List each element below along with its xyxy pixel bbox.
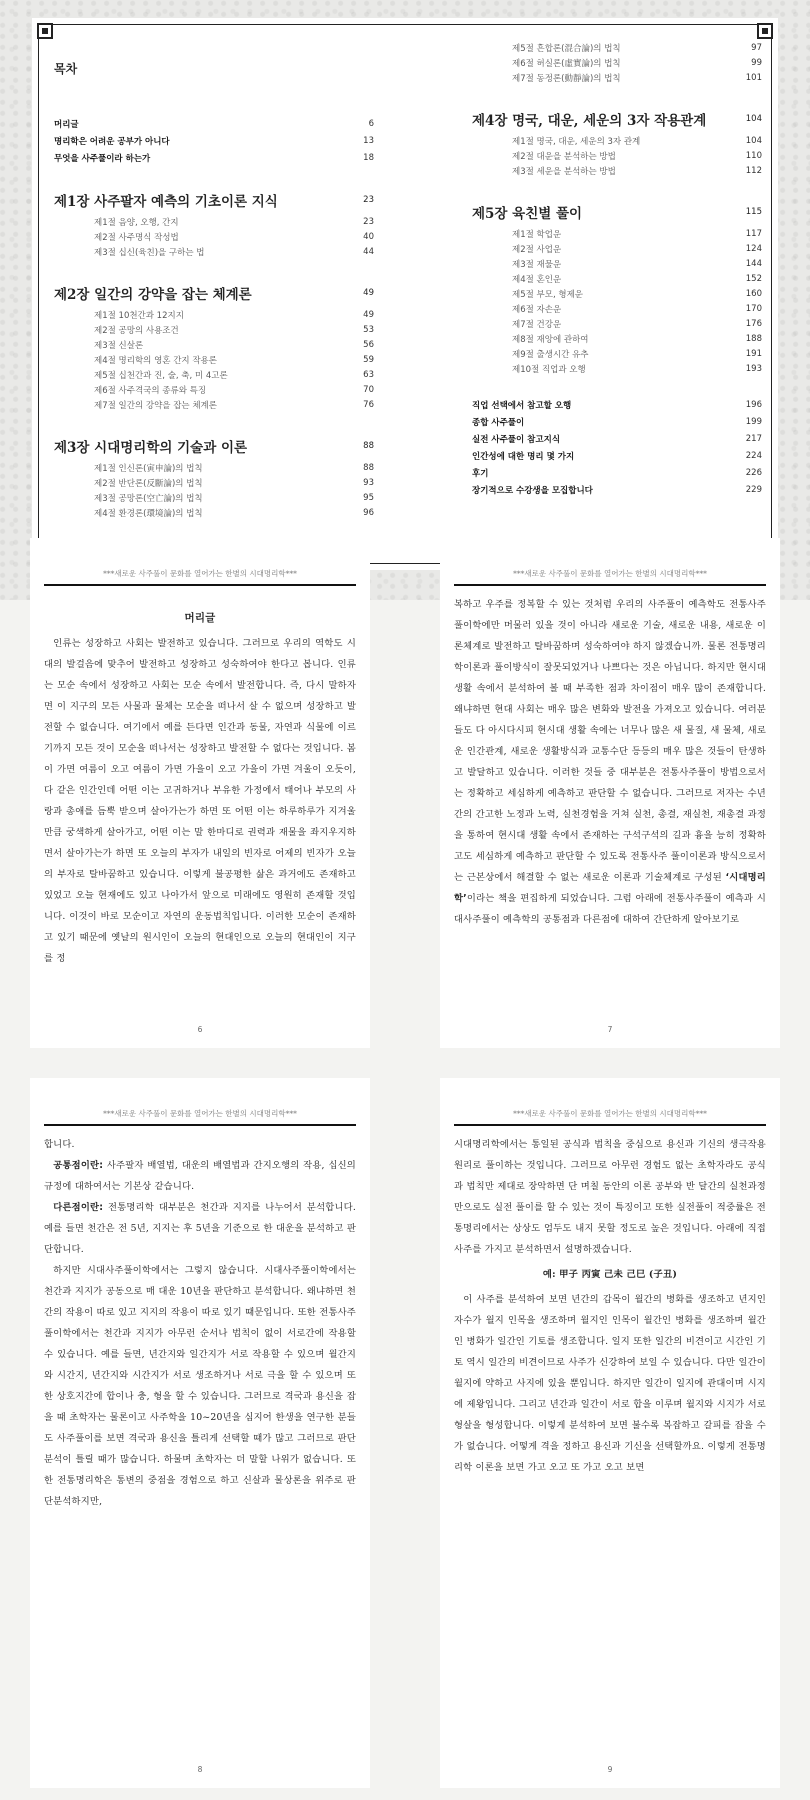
toc-entry-page: 112 [745, 165, 762, 176]
header-rule [454, 1124, 766, 1126]
toc-entry-label: 명리학은 어려운 공부가 아니다 [54, 136, 170, 147]
toc-section-entry [472, 40, 762, 55]
paragraph: 합니다. [44, 1139, 75, 1150]
toc-entry-page: 13 [363, 135, 374, 146]
toc-section-entry [54, 505, 374, 520]
toc-entry-label: 제5절 흔합론(混合論)의 법칙 [512, 43, 621, 54]
toc-entry-label: 제3절 재물운 [512, 259, 562, 270]
toc-entry-label: 제1절 음양, 오행, 간지 [94, 217, 179, 228]
toc-entry-page: 6 [368, 118, 374, 129]
paragraph [44, 1155, 356, 1197]
toc-entry-label: 무엇을 사주풀이라 하는가 [54, 153, 151, 164]
toc-section-entry [472, 331, 762, 346]
page-number: 9 [607, 1765, 613, 1774]
running-header: ***새로운 사주풀이 문화를 열어가는 한별의 시대명리학*** [103, 569, 297, 578]
toc-chapter-title: 제1장 사주팔자 예측의 기초이론 지식 [54, 194, 278, 210]
toc-entry-page: 88 [363, 462, 374, 473]
book-title-keyword: ‘시대명리학’ [454, 872, 766, 904]
toc-section-entry [54, 367, 374, 382]
toc-entry-page: 49 [363, 309, 374, 320]
toc-entry-label: 제1절 명국, 대운, 세운의 3자 관계 [512, 136, 641, 147]
toc-entry-label: 제6절 사주격국의 종류와 특징 [94, 385, 207, 396]
paragraph [454, 594, 766, 930]
toc-entry-label: 제1절 10천간과 12지지 [94, 310, 184, 321]
toc-entry-page: 101 [745, 72, 762, 83]
toc-entry [472, 447, 762, 464]
toc-section-entry [54, 229, 374, 244]
toc-entry-label: 제8절 재앙에 관하여 [512, 334, 589, 345]
toc-chapter [54, 190, 374, 210]
toc-section-entry [54, 322, 374, 337]
toc-section-entry [54, 214, 374, 229]
toc-entry-label: 직업 선택에서 참고할 오행 [472, 400, 572, 411]
corner-ornament [757, 23, 773, 39]
toc-entry-label: 제6절 허실론(虛實論)의 법칙 [512, 58, 621, 69]
toc-entry [472, 396, 762, 413]
toc-entry-label: 제2절 사업운 [512, 244, 562, 255]
toc-chapter [472, 202, 762, 222]
toc-entry-label: 장기적으로 수강생을 모집합니다 [472, 485, 593, 496]
page-number: 7 [607, 1025, 613, 1034]
toc-entry-page: 224 [745, 450, 762, 461]
toc-entry-page: 226 [745, 467, 762, 478]
running-header: ***새로운 사주풀이 문화를 열어가는 한별의 시대명리학*** [513, 1109, 707, 1118]
toc-section-entry [472, 70, 762, 85]
toc-entry-page: 117 [745, 228, 762, 239]
toc-section-entry [54, 490, 374, 505]
corner-ornament [37, 23, 53, 39]
toc-entry-page: 191 [745, 348, 762, 359]
toc-entry-label: 후기 [472, 468, 489, 479]
toc-chapter-page: 49 [363, 288, 374, 298]
toc-entry-page: 170 [745, 303, 762, 314]
toc-chapter-title: 제4장 명국, 대운, 세운의 3자 작용관계 [472, 113, 707, 129]
toc-section-entry [472, 286, 762, 301]
toc-entry-page: 144 [745, 258, 762, 269]
toc-section-entry [472, 316, 762, 331]
toc-entry-label: 제5절 십천간과 진, 술, 축, 미 4고론 [94, 370, 228, 381]
toc-entry-label: 제6절 자손운 [512, 304, 562, 315]
toc-entry-page: 93 [363, 477, 374, 488]
toc-entry-label: 실전 사주풀이 참고지식 [472, 434, 561, 445]
toc-section-entry [472, 241, 762, 256]
paragraph: 시대명리학에서는 통일된 공식과 법칙을 중심으로 용신과 기신의 생극작용 원리로 풀이하는 것입니다. 그러므로 아무런 경험도 없는 초학자라도 공식과 법칙만 제대로 장악하면 단 며칠 동안의 이론 공부와 반 달간의 실천과정만으로도 실전 풀이를 할 수 있는 것이 특징이고 또한 실전풀이 적중률은 전통명리에서는 상상도 엄두도 내지 못할 정도로 높은 것입니다. 아래에 직접 사주를 가지고 분석하면서 설명하겠습니다. [454, 1139, 766, 1255]
toc-section-entry [54, 382, 374, 397]
toc-entry-page: 76 [363, 399, 374, 410]
example-saju: 예: 甲子 丙寅 己未 己巳 (子丑) [542, 1269, 678, 1280]
paragraph: 하지만 시대사주풀이학에서는 그렇지 않습니다. 시대사주풀이학에서는 천간과 지지가 공동으로 매 대운 10년을 판단하고 분석합니다. 왜냐하면 천간의 작용이 따로 있고 지지의 작용이 따로 있기 때문입니다. 또한 전통사주풀이학에서는 천간과 지지가 아무런 순서나 법칙이 없이 서로간에 작용할 수 있습니다. 예를 들면, 년간지와 일간지가 서로 작용할 수 있으며 월간지와 시간지, 년간지와 시간지가 서로 생조하거나 서로 극을 할 수 있으며 또한 상호지간에 합이나 충, 형을 할 수 있습니다. 그러므로 격국과 용신을 잡을 때 초학자는 물론이고 사주학을 10~20년을 심지어 한생을 연구한 분들도 사주풀이를 보면 격국과 용신을 틀리게 선택할 때가 많고 그러므로 판단분석이 틀릴 때가 많습니다. 하물며 초학자는 더 말할 나위가 없습니다. 또한 전통명리학은 통변의 중점을 경험으로 하고 신살과 물상론을 위주로 판단분석하지만, [44, 1265, 356, 1507]
toc-entry-page: 152 [745, 273, 762, 284]
toc-entry-page: 53 [363, 324, 374, 335]
toc-entry-label: 제2절 공망의 사용조건 [94, 325, 179, 336]
toc-entry-label: 제2절 반단론(反斷論)의 법칙 [94, 478, 203, 489]
book-page-6 [30, 538, 370, 1048]
toc-entry-label: 제3절 세운을 분석하는 방법 [512, 166, 616, 177]
toc-entry [472, 464, 762, 481]
toc-entry-page: 196 [745, 399, 762, 410]
toc-entry-page: 56 [363, 339, 374, 350]
toc-entry-page: 199 [745, 416, 762, 427]
toc-section-entry [54, 337, 374, 352]
paragraph [44, 1197, 356, 1260]
toc-entry [54, 115, 374, 132]
toc-entry-page: 40 [363, 231, 374, 242]
toc-entry-label: 제9절 출생시간 유추 [512, 349, 589, 360]
page-heading: 머리글 [184, 612, 216, 624]
toc-entry-label: 제5절 부모, 형제운 [512, 289, 583, 300]
toc-entry-label: 제7절 일간의 강약을 잡는 체계론 [94, 400, 217, 411]
header-rule [454, 584, 766, 586]
toc-chapter-page: 23 [363, 195, 374, 205]
toc-section-entry [472, 361, 762, 376]
toc-entry-label: 제2절 사주명식 작성법 [94, 232, 179, 243]
toc-section-entry [472, 55, 762, 70]
header-rule [44, 1124, 356, 1126]
toc-entry-label: 제1절 학업운 [512, 229, 562, 240]
paragraph: 인류는 성장하고 사회는 발전하고 있습니다. 그러므로 우리의 역학도 시대의 발걸음에 맞추어 발전하고 성장하고 성숙하여야 한다고 봅니다. 인류는 모순 속에서 성장하고 사회는 모순 속에서 발전합니다. 즉, 다시 말하자면 이 지구의 모든 사물과 물체는 모순을 떠나서 살 수 없으며 성장하고 발전할 수 없습니다. 여기에서 예를 든다면 인간과 동물, 자연과 식물에 이르기까지 모든 것이 모순을 떠나서는 성장하고 발전할 수 없다는 것입니다. 봄이 가면 여름이 오고 여름이 가면 가을이 오고 가을이 가면 겨울이 오듯이, 다 같은 인간인데 어떤 이는 고귀하거나 부유한 가정에서 태어나 부모의 사랑과 총애를 듬뿍 받으며 살아가는가 하면 또 어떤 이는 하루하루가 지겨울 만큼 궁색하게 살아가고, 어떤 이는 말 한마디로 권력과 재물을 좌지우지하면서 살아가는가 하면 또 오늘의 부자가 내일의 빈자로 어제의 빈자가 오늘의 부자로 탈바꿈하고 있습니다. 이렇게 불공평한 삶은 과거에도 존재하고 있었고 오늘 현재에도 있고 나아가서 앞으로 미래에도 영원히 존재할 것입니다. 이것이 바로 모순이고 자연의 운동법칙입니다. 이러한 모순이 존재하고 있기 때문에 옛날의 원시인이 오늘의 현대인으로 오늘의 현대인이 지구를 정 [44, 638, 356, 964]
toc-section-entry [472, 226, 762, 241]
toc-entry-label: 제10절 직업과 오행 [512, 364, 586, 375]
toc-chapter-title: 제3장 시대명리학의 기술과 이론 [54, 440, 248, 456]
text-run: 전통명리학 대부분은 천간과 지지를 나누어서 분석합니다. 예를 들면 천간은 전 5년, 지지는 후 5년을 기준으로 한 대운을 분석하고 판단합니다. [44, 1202, 356, 1255]
toc-chapter-title: 제5장 육친별 풀이 [472, 206, 583, 222]
toc-entry-label: 제7절 동정론(動靜論)의 법칙 [512, 73, 621, 84]
toc-left-column [54, 40, 374, 520]
table-of-contents [32, 18, 778, 570]
toc-entry-label: 머리글 [54, 119, 79, 130]
book-page-7 [440, 538, 780, 1048]
toc-chapter-page: 104 [745, 114, 762, 124]
toc-spacer [472, 376, 762, 396]
text-run: 이라는 책을 편집하게 되었습니다. 그럼 아래에 전통사주풀이 예측과 시대사주풀이 예측학의 공통점과 다른점에 대하여 간단하게 알아보기로 [454, 893, 766, 925]
toc-entry-label: 인간성에 대한 명리 몇 가지 [472, 451, 575, 462]
toc-entry-label: 제1절 인신론(寅申論)의 법칙 [94, 463, 203, 474]
toc-entry-page: 63 [363, 369, 374, 380]
toc-section-entry [472, 271, 762, 286]
toc-section-entry [472, 148, 762, 163]
toc-entry-page: 176 [745, 318, 762, 329]
toc-entry-page: 44 [363, 246, 374, 257]
toc-section-entry [54, 397, 374, 412]
toc-entry [472, 430, 762, 447]
running-header: ***새로운 사주풀이 문화를 열어가는 한별의 시대명리학*** [513, 569, 707, 578]
toc-entry-label: 제3절 공망론(空亡論)의 법칙 [94, 493, 203, 504]
toc-entry-page: 99 [751, 57, 762, 68]
page-body [44, 600, 356, 969]
toc-section-entry [472, 163, 762, 178]
toc-entry-label: 제4절 혼인운 [512, 274, 562, 285]
toc-section-entry [54, 460, 374, 475]
toc-entry [472, 413, 762, 430]
toc-chapter [472, 109, 762, 129]
term-label: 공통점이란: [53, 1160, 104, 1171]
toc-entry-label: 제4절 명리학의 영혼 간지 작용론 [94, 355, 217, 366]
toc-chapter-page: 88 [363, 441, 374, 451]
paragraph: 이 사주를 분석하여 보면 년간의 갑목이 월간의 병화를 생조하고 년지인 자수가 월지 인목을 생조하며 월지인 인목이 월간인 병화를 생조하며 월간인 병화가 일간인 기토를 생조합니다. 일지 또한 일간의 비견이고 시간인 기토 역시 일간의 비견이므로 사주가 신강하여 보일 수 있습니다. 다만 일간이 월지에 약하고 사지에 있을 뿐입니다. 하지만 일간이 일지에 관대이며 시지에 제왕입니다. 그리고 년간과 일간이 서로 합을 이루며 월지와 시지가 서로 형살을 형성합니다. 이렇게 분석하여 보면 불수록 복잡하고 갈피를 잡을 수가 없습니다. 어떻게 격을 정하고 용신과 기신을 선택할까요. 이렇게 전통명리학 이론을 보면 가고 오고 또 가고 오고 보면 [454, 1294, 766, 1473]
text-run: 사주팔자 배열법, 대운의 배열법과 간지오행의 작용, 십신의 규정에 대하여서는 기본상 같습니다. [44, 1160, 356, 1192]
text-run: 복하고 우주를 정복할 수 있는 것처럼 우리의 사주풀이 예측학도 전통사주 풀이학에만 머물러 있을 것이 아니라 새로운 기술, 새로운 내용, 새로운 이론체계로 발전하고 탈바꿈하며 성숙하여야 하지 않겠습니까. 물론 전통명리학이론과 풀이방식이 잘못되었거나 나쁘다는 것은 아닙니다. 하지만 현시대 생활 속에서 분석하여 볼 때 부족한 점과 차이점이 매우 많이 존재합니다. 왜냐하면 현대 사회는 매우 많은 변화와 발전을 가져오고 있습니다. 여러분들도 다 아시다시피 현시대 생활 속에는 너무나 많은 새 물질, 새 물체, 새로운 인간관계, 새로운 생활방식과 교통수단 등등의 매우 많은 것들이 탄생하고 발달하고 있습니다. 이러한 것들 중 대부분은 전통사주풀이 방법으로서는 정확하고 세심하게 예측하고 판단할 수 없습니다. 그러므로 저자는 수년간의 간고한 노정과 노력, 실천경험을 거쳐 실천, 총결, 재실천, 재총결 과정을 통하여 현시대 생활 속에서 존재하는 구석구석의 길과 흉을 능히 정확하고도 세심하게 예측하고 판단할 수 있도록 전통사주 풀이이론과 방식으로서는 근본상에서 해결할 수 없는 새로운 이론과 기술체계로 구성된 [454, 599, 766, 883]
toc-entry-label: 종합 사주풀이 [472, 417, 525, 428]
toc-title: 목차 [54, 62, 78, 76]
toc-section-entry [472, 346, 762, 361]
page-body [454, 594, 766, 930]
toc-chapter-title: 제2장 일간의 강약을 잡는 체계론 [54, 287, 252, 303]
book-page-8 [30, 1078, 370, 1788]
toc-chapter [54, 436, 374, 456]
toc-section-entry [472, 301, 762, 316]
toc-section-entry [54, 244, 374, 259]
header-rule [44, 584, 356, 586]
running-header: ***새로운 사주풀이 문화를 열어가는 한별의 시대명리학*** [103, 1109, 297, 1118]
toc-entry-page: 95 [363, 492, 374, 503]
toc-entry-page: 110 [745, 150, 762, 161]
toc-entry-page: 23 [363, 216, 374, 227]
toc-entry-page: 104 [745, 135, 762, 146]
toc-entry [54, 149, 374, 166]
book-page-9 [440, 1078, 780, 1788]
toc-entry [54, 132, 374, 149]
toc-entry-page: 59 [363, 354, 374, 365]
toc-section-entry [54, 475, 374, 490]
page-number: 6 [197, 1025, 203, 1034]
toc-chapter [54, 283, 374, 303]
toc-entry-label: 제3절 십신(육친)을 구하는 법 [94, 247, 205, 258]
toc-entry-page: 97 [751, 42, 762, 53]
toc-section-entry [472, 133, 762, 148]
toc-entry-label: 제2절 대운을 분석하는 방법 [512, 151, 616, 162]
toc-entry-page: 124 [745, 243, 762, 254]
toc-entry-page: 193 [745, 363, 762, 374]
toc-entry-page: 70 [363, 384, 374, 395]
term-label: 다른점이란: [53, 1202, 104, 1213]
toc-section-entry [54, 352, 374, 367]
toc-section-entry [472, 256, 762, 271]
toc-entry-page: 18 [363, 152, 374, 163]
toc-entry-page: 96 [363, 507, 374, 518]
toc-entry-label: 제4절 환경론(環境論)의 법칙 [94, 508, 203, 519]
toc-entry-label: 제3절 신살론 [94, 340, 144, 351]
toc-entry-page: 188 [745, 333, 762, 344]
toc-entry-label: 제7절 건강운 [512, 319, 562, 330]
toc-chapter-page: 115 [745, 207, 762, 217]
page-body [454, 1134, 766, 1478]
page-body [44, 1134, 356, 1512]
page-number: 8 [197, 1765, 203, 1774]
toc-entry-page: 217 [745, 433, 762, 444]
toc-section-entry [54, 307, 374, 322]
toc-entry-page: 160 [745, 288, 762, 299]
toc-right-column [472, 40, 762, 498]
toc-entry [472, 481, 762, 498]
toc-entry-page: 229 [745, 484, 762, 495]
